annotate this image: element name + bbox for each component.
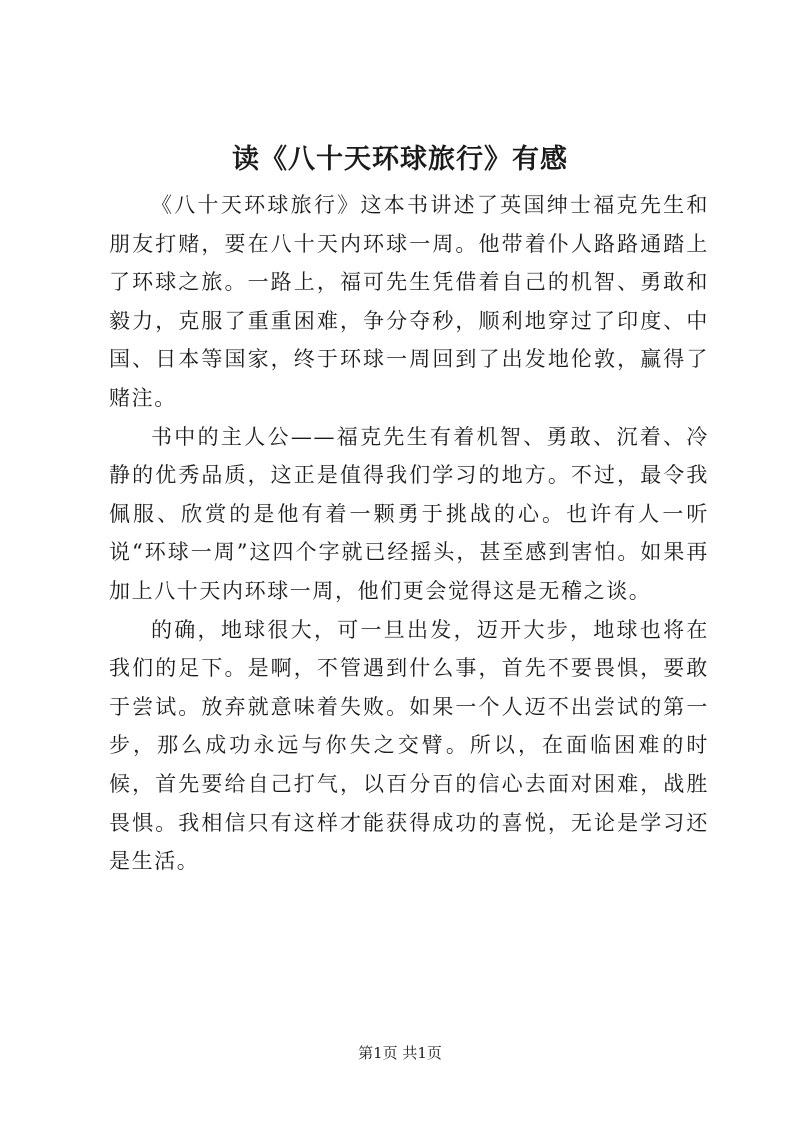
page-footer: 第1页 共1页 (358, 1044, 442, 1062)
document-title: 读《八十天环球旅行》有感 (232, 144, 568, 175)
paragraph-1: 《八十天环球旅行》这本书讲述了英国绅士福克先生和朋友打赌，要在八十天内环球一周。他带着仆人路路通踏上了环球之旅。一路上，福可先生凭借着自己的机智、勇敢和毅力，克服了重重困难，争分夺秒，顺利地穿过了印度、中国、日本等国家，终于环球一周回到了出发地伦敦，赢得了赌注。 (109, 193, 709, 410)
paragraph-3: 的确，地球很大，可一旦出发，迈开大步，地球也将在我们的足下。是啊，不管遇到什么事，首先不要畏惧，要敢于尝试。放弃就意味着失败。如果一个人迈不出尝试的第一步，那么成功永远与你失之交臂。所以，在面临困难的时候，首先要给自己打气，以百分百的信心去面对困难，战胜畏惧。我相信只有这样才能获得成功的喜悦，无论是学习还是生活。 (109, 617, 709, 874)
paragraph-2: 书中的主人公——福克先生有着机智、勇敢、沉着、冷静的优秀品质，这正是值得我们学习的地方。不过，最令我佩服、欣赏的是他有着一颗勇于挑战的心。也许有人一听说“环球一周”这四个字就已经摇头，甚至感到害怕。如果再加上八十天内环球一周，他们更会觉得这是无稽之谈。 (109, 424, 709, 603)
document-body (109, 186, 709, 881)
